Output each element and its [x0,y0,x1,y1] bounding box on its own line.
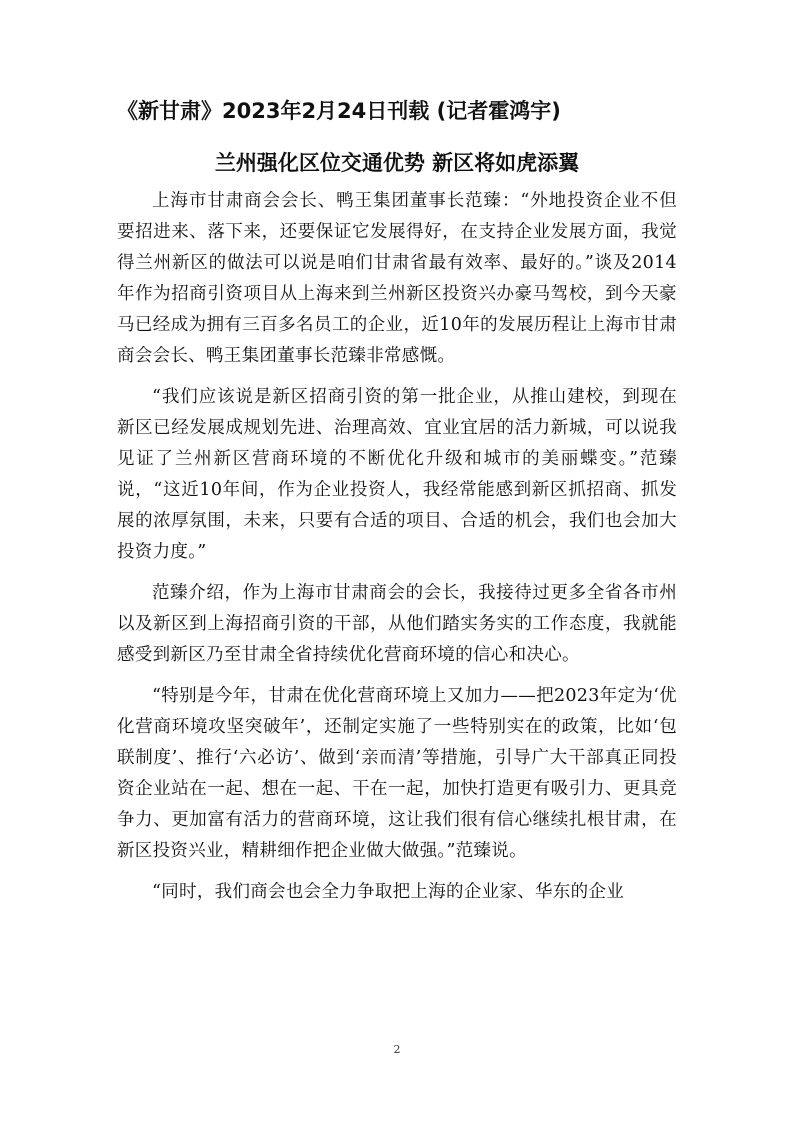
paragraph: “我们应该说是新区招商引资的第一批企业，从推山建校，到现在新区已经发展成规划先进、治理高效、宜业宜居的活力新城，可以说我见证了兰州新区营商环境的不断优化升级和城市的美丽蝶变。”范臻说，“这近10年间，作为企业投资人，我经常能感到新区抓招商、抓发展的浓厚氛围，未来，只要有合适的项目、合适的机会，我们也会加大投资力度。” [117,387,677,562]
paragraph: 上海市甘肃商会会长、鸭王集团董事长范臻：“外地投资企业不但要招进来、落下来，还要保证它发展得好，在支持企业发展方面，我觉得兰州新区的做法可以说是咱们甘肃省最有效率、最好的。”谈及2014年作为招商引资项目从上海来到兰州新区投资兴办豪马驾校，到今天豪马已经成为拥有三百多名员工的企业，近10年的发展历程让上海市甘肃商会会长、鸭王集团董事长范臻非常感慨。 [117,191,677,366]
paragraph: 范臻介绍，作为上海市甘肃商会的会长，我接待过更多全省各市州以及新区到上海招商引资的干部，从他们踏实务实的工作态度，我就能感受到新区乃至甘肃全省持续优化营商环境的信心和决心。 [117,583,677,665]
paragraph: “同时，我们商会也会全力争取把上海的企业家、华东的企业 [152,882,625,902]
paragraph: “特别是今年，甘肃在优化营商环境上又加力——把2023年定为‘优化营商环境攻坚突破年’，还制定实施了一些特别实在的政策，比如‘包联制度’、推行‘六必访’、做到‘亲而清’等措施，引导广大干部真正同投资企业站在一起、想在一起、干在一起，加快打造更有吸引力、更具竞争力、更加富有活力的营商环境，这让我们很有信心继续扎根甘肃，在新区投资兴业，精耕细作把企业做大做强。”范臻说。 [117,686,677,861]
article-body [117,186,677,908]
page-number: 2 [393,1043,401,1056]
article-headline: 兰州强化区位交通优势 新区将如虎添翼 [214,151,580,175]
source-line: 《新甘肃》2023年2月24日刊载 (记者霍鸿宇) [117,99,561,123]
